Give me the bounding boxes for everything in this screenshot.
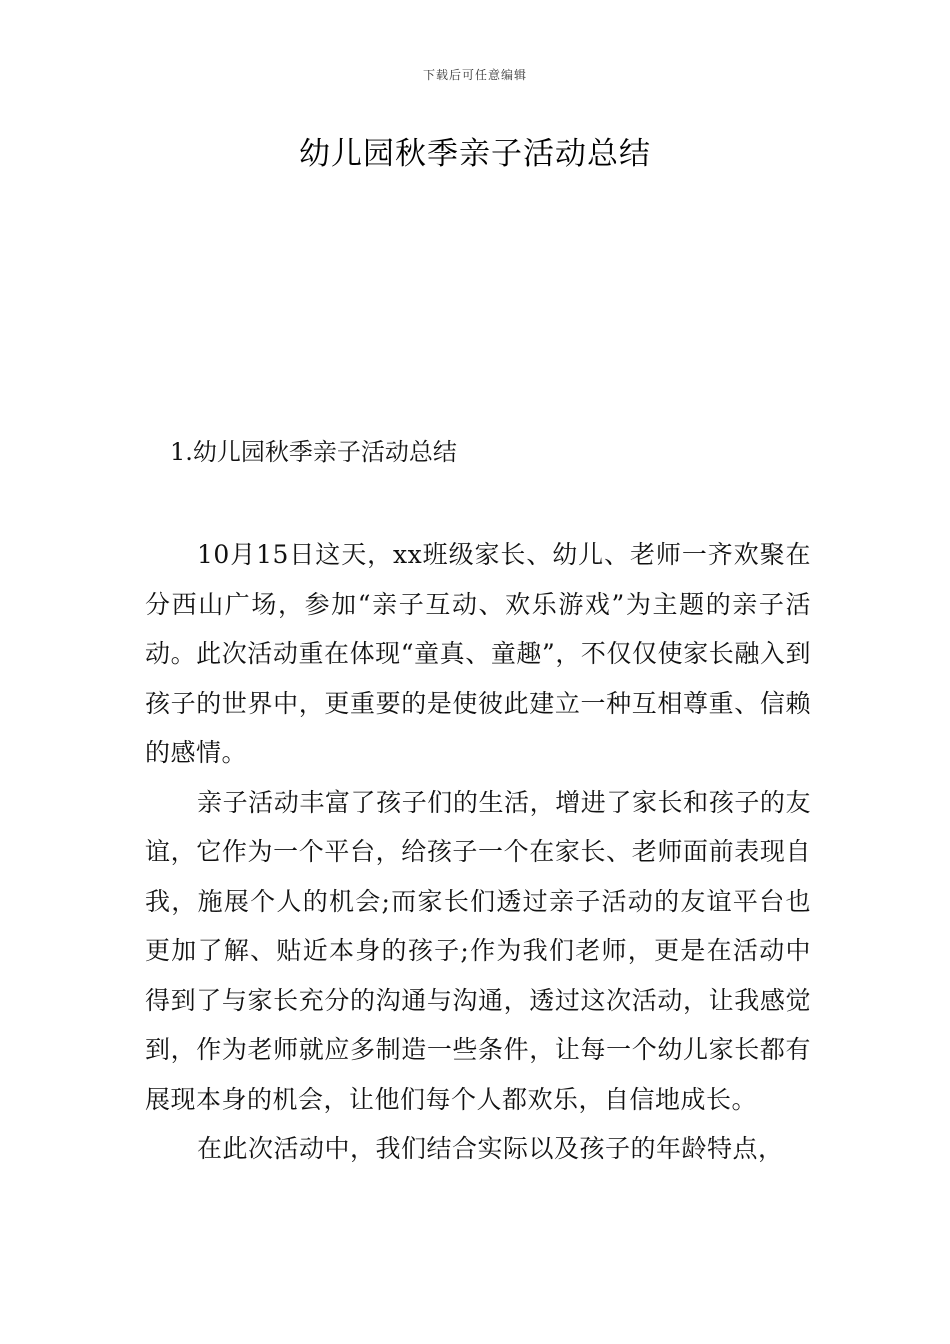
paragraph-2: 亲子活动丰富了孩子们的生活，增进了家长和孩子的友谊，它作为一个平台，给孩子一个在家长、老师面前表现自我，施展个人的机会;而家长们透过亲子活动的友谊平台也更加了解、贴近本身的孩子;作为我们老师，更是在活动中得到了与家长充分的沟通与沟通，透过这次活动，让我感觉到，作为老师就应多制造一些条件，让每一个幼儿家长都有展现本身的机会，让他们每个人都欢乐，自信地成长。 [145, 787, 811, 1114]
paragraph-3: 在此次活动中，我们结合实际以及孩子的年龄特点， [197, 1134, 784, 1163]
page-header-note: 下载后可任意编辑 [422, 68, 527, 82]
paragraph-1: 10月15日这天，xx班级家长、幼儿、老师一齐欢聚在分西山广场，参加“亲子互动、欢乐游戏”为主题的亲子活动。此次活动重在体现“童真、童趣”，不仅仅使家长融入到孩子的世界中，更重要的是使彼此建立一种互相尊重、信赖的感情。 [145, 540, 811, 767]
document-title: 幼儿园秋季亲子活动总结 [299, 136, 651, 172]
body-text [145, 530, 811, 1174]
section-heading: 1.幼儿园秋季亲子活动总结 [170, 438, 457, 466]
